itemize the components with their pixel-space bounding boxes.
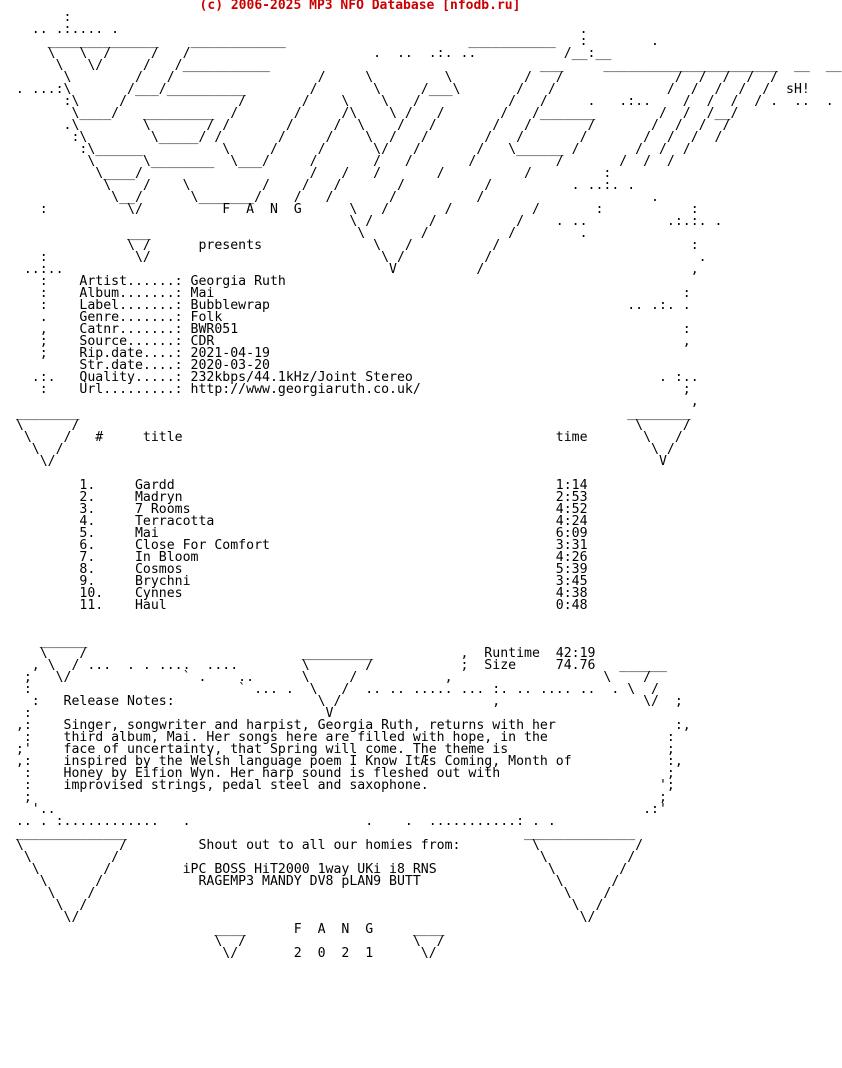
nfo-document: : .. .:.... . . ______________ ____________ ___________ : . \ \ / / / . .. .:. .. /__:__ \ \/ / /___________ ___ ______________________ __ __ \ / / / \ \ / / / / / / / . ...:\ /___/__________ / \ /___\ / / / / / / / sH! :\ / / / \ \ / / / . .:.. / / / / . .. . \____/ _________ / / /\ \ / / / /_______ / / /__/ .\ \ / / / / \ / / / / / / / / / :\ \_____/ / / / \ / / / / / / / / / :\______ \ / / \/ / / \______ / / / / \ \________ \___/ / / / / / / / / \____/ / / / / / : \ / \ / / / / / . ..:. . \__/ \_______/ / / / / . : \/ F A N G \ / / / : : \ / / / . .. .:.:. . ___ \ / / . \ / presents \ / / : : \/ \ / / . ..:.. V / , : Artist......: Georgia Ruth : Album.......: Mai : : Label.......: Bubblewrap .. .:. . . Genre.......: Folk , Catnr.......: BWR051 : ; Source......: CDR , ; Rip.date....: 2021-04-19 Str.date....: 2020-03-20 .:. Quality.....: 232kbps/44.1kHz/Joint Stereo . :.. : Url.........: http://www.georgiaruth.co.uk/ ; , ________ ________ \ / \ / \ / # title time \ / \ / \ / \/ V 1. Gardd 1:14 2. Madryn 2:53 3. 7 Rooms 4:52 4. Terracotta 4:24 5. Mai 6:09 6. Close For Comfort 3:31 7. In Bloom 4:26 8. Cosmos 5:39 9. Brychni 3:45 10. Cynnes 4:38 11. Haul 0:48 ______ \ / _________ , Runtime 42:19 , \ / ... . . .... .... \ / ; Size 74.76 ______ ; \/ ` . .. \ / , \ / : ` ... . \ / .. .. ..... ... :. .. .... .. . \ / : Release Notes: \ / , \/ ; : V ,: Singer, songwriter and harpist, Georgia Ruth, returns with her :, : third album, Mai. Her songs here are filled with hope, in the : ;' face of uncertainty, that Spring will come. The theme is ; ,: inspired by the Welsh language poem I Know ItÆs Coming, Month of :, : Honey by Eifion Wyn. Her harp sound is fleshed out with ; : improvised strings, pedal steel and saxophone. '; ; ; '.. .:' .. . :............ . . . ...........: . . ______________ ______________ \ / Shout out to all our homies from: \ / \ / \ / \ / iPC BOSS HiT2000 1way UKi i8 RNS \ / \ / RAGEMP3 MANDY DV8 pLAN9 BUTT \ / \ / \ / \ / \ / \/ \/ ____ F A N G ____ \ / \ / \/ 2 0 2 1 \/ [15,10,842,961]
site-banner: (c) 2006-2025 MP3 NFO Database [nfodb.ru] [199,0,521,13]
